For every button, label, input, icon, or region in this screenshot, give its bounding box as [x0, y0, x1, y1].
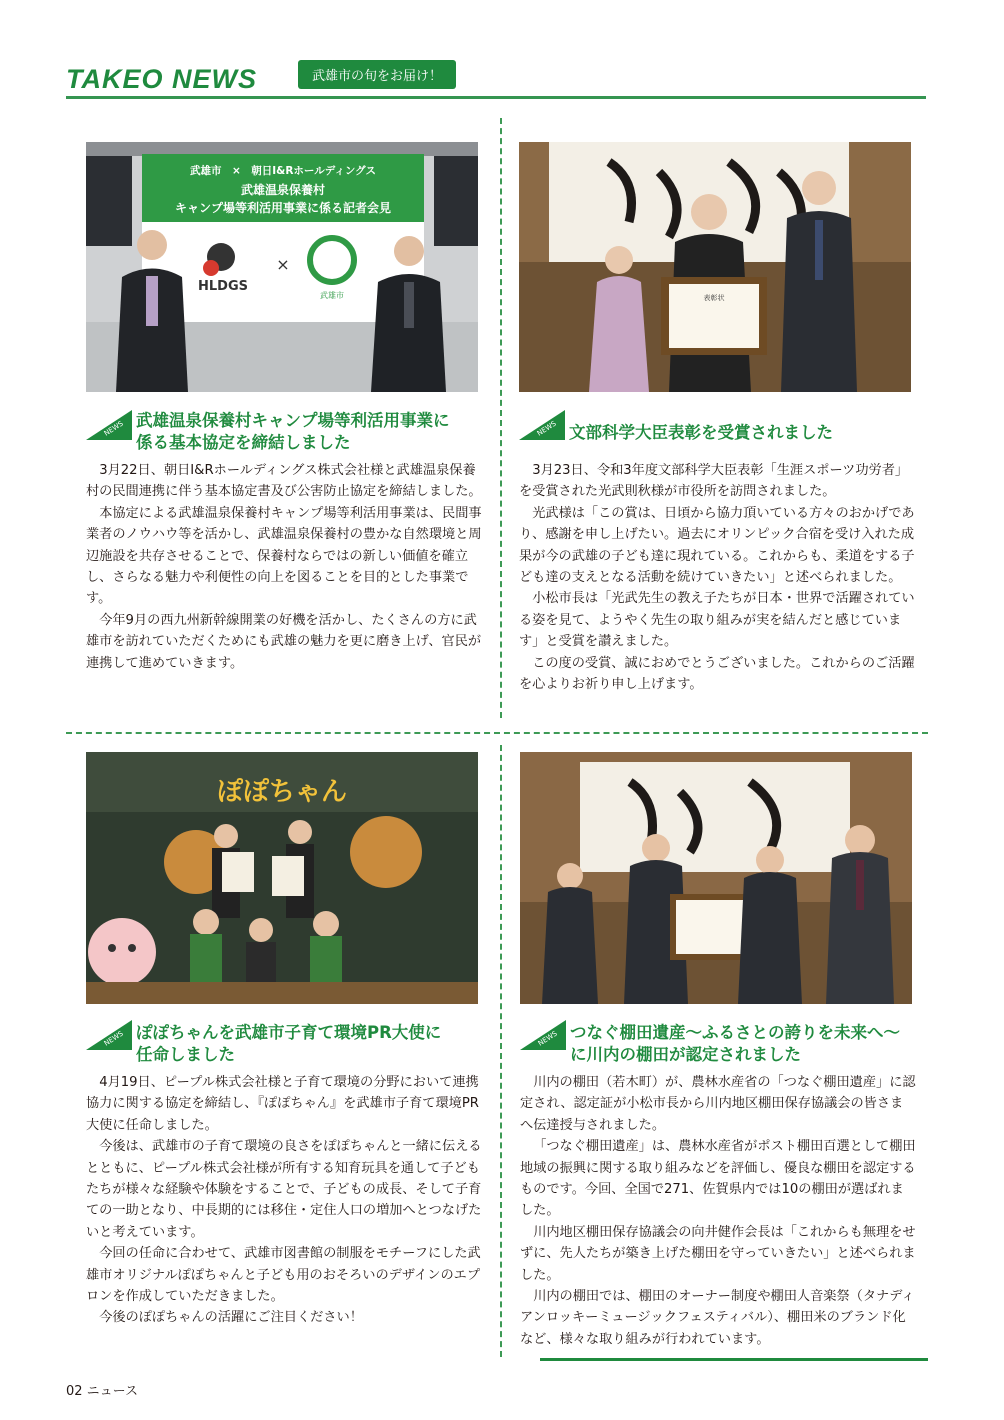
header-rule	[66, 96, 926, 99]
screen-line-2: 武雄温泉保養村	[240, 183, 326, 197]
svg-text:NEWS: NEWS	[535, 419, 558, 438]
column-divider-top	[500, 118, 502, 718]
svg-text:NEWS: NEWS	[536, 1029, 559, 1048]
photo-tanada-certification	[520, 752, 912, 1004]
article-title-2: 文部科学大臣表彰を受賞されました	[569, 423, 833, 442]
popochan-banner: ぽぽちゃん	[216, 777, 348, 807]
photo-press-conference	[86, 142, 478, 392]
page-header	[66, 58, 926, 108]
column-divider-bottom	[500, 745, 502, 1357]
news-tag-icon	[86, 1020, 132, 1050]
brand-title: TAKEO NEWS	[66, 64, 257, 94]
page-number: 02 ニュース	[66, 1384, 139, 1399]
certificate-text: 表彰状	[703, 294, 725, 302]
svg-text:NEWS: NEWS	[102, 419, 125, 438]
city-logo-text: 武雄市	[320, 291, 344, 300]
photo-award-ceremony	[519, 142, 911, 392]
article-body-1: 3月22日、朝日I&Rホールディングス株式会社様と武雄温泉保養村の民間連携に伴う基本協定書及び公害防止協定を締結しました。 本協定による武雄温泉保養村キャンプ場等利活用事業は、民間事業者のノウハウ等を活かし、武雄温泉保養村の豊かな自然環境と周辺施設を共存させることで、保養村ならではの新しい価値を確立し、さらなる魅力や利便性の向上を図ることを目的とした事業です。 今年9月の西九州新幹線開業の好機を活かし、たくさんの方に武雄市を訪れていただくためにも武雄の魅力を更に磨き上げ、官民が連携して進めていきます。	[86, 463, 482, 671]
article-title-4: つなぐ棚田遺産～ふるさとの誇りを未来へ～ に川内の棚田が認定されました	[570, 1023, 900, 1064]
news-tag-icon	[520, 1020, 566, 1050]
svg-text:NEWS: NEWS	[102, 1029, 125, 1048]
tagline-badge: 武雄市の旬をお届け！	[298, 60, 456, 89]
news-tag-icon	[86, 410, 132, 440]
article-body-3: 4月19日、ピープル株式会社様と子育て環境の分野において連携協力に関する協定を締結し、『ぽぽちゃん』を武雄市子育て環境PR大使に任命しました。 今後は、武雄市の子育て環境の良さをぽぽちゃんと一緒に伝えるとともに、ピープル株式会社様が所有する知育玩具を通して子どもたちが様々な経験や体験をすることで、子どもの成長、そして子育ての一助となり、中長期的には移住・定住人口の増加へとつなげたいと考えています。 今回の任命に合わせて、武雄市図書館の制服をモチーフにした武雄市オリジナルぽぽちゃんと子ども用のおそろいのデザインのエプロンを作成していただきました。 今後のぽぽちゃんの活躍にご注目ください！	[86, 1075, 482, 1326]
row-divider	[66, 732, 928, 734]
news-tag-icon	[519, 410, 565, 440]
photo-popochan	[86, 752, 478, 1004]
screen-line-1: 武雄市 × 朝日I&Rホールディングス	[189, 165, 377, 177]
footer-rule	[540, 1358, 928, 1361]
article-body-2: 3月23日、令和3年度文部科学大臣表彰「生涯スポーツ功労者」を受賞された光武則秋様が市役所を訪問されました。 光武様は「この賞は、日頃から協力頂いている方々のおかげであり、感謝を申し上げたい。過去にオリンピック合宿を受け入れた成果が今の武雄の子ども達に現れている。これからも、柔道をする子ども達の支えとなる活動を続けていきたい」と述べられました。 小松市長は「光武先生の教え子たちが日本・世界で活躍されている姿を見て、ようやく先生の取り組みが実を結んだと感じています」と受賞を讃えました。 この度の受賞、誠におめでとうございました。これからのご活躍を心よりお祈り申し上げます。	[519, 463, 915, 693]
article-title-1: 武雄温泉保養村キャンプ場等利活用事業に 係る基本協定を締結しました	[136, 411, 450, 452]
company-logo-text: HLDGS	[198, 279, 248, 294]
article-body-4: 川内の棚田（若木町）が、農林水産省の「つなぐ棚田遺産」に認定され、認定証が小松市長から川内地区棚田保存協議会の皆さまへ伝達授与されました。 「つなぐ棚田遺産」は、農林水産省がポスト棚田百選として棚田地域の振興に関する取り組みなどを評価し、優良な棚田を認定するものです。今回、全国で271、佐賀県内では10の棚田が選ばれました。 川内地区棚田保存協議会の向井健作会長は「これからも無理をせずに、先人たちが築き上げた棚田を守っていきたい」と述べられました。 川内の棚田では、棚田のオーナー制度や棚田人音楽祭（タナディアンロッキーミュージックフェスティバル）、棚田米のブランド化など、様々な取り組みが行われています。	[520, 1075, 916, 1347]
screen-line-3: キャンプ場等利活用事業に係る記者会見	[174, 201, 392, 215]
article-title-3: ぽぽちゃんを武雄市子育て環境PR大使に 任命しました	[136, 1023, 442, 1064]
screen-cross: ×	[276, 255, 290, 274]
